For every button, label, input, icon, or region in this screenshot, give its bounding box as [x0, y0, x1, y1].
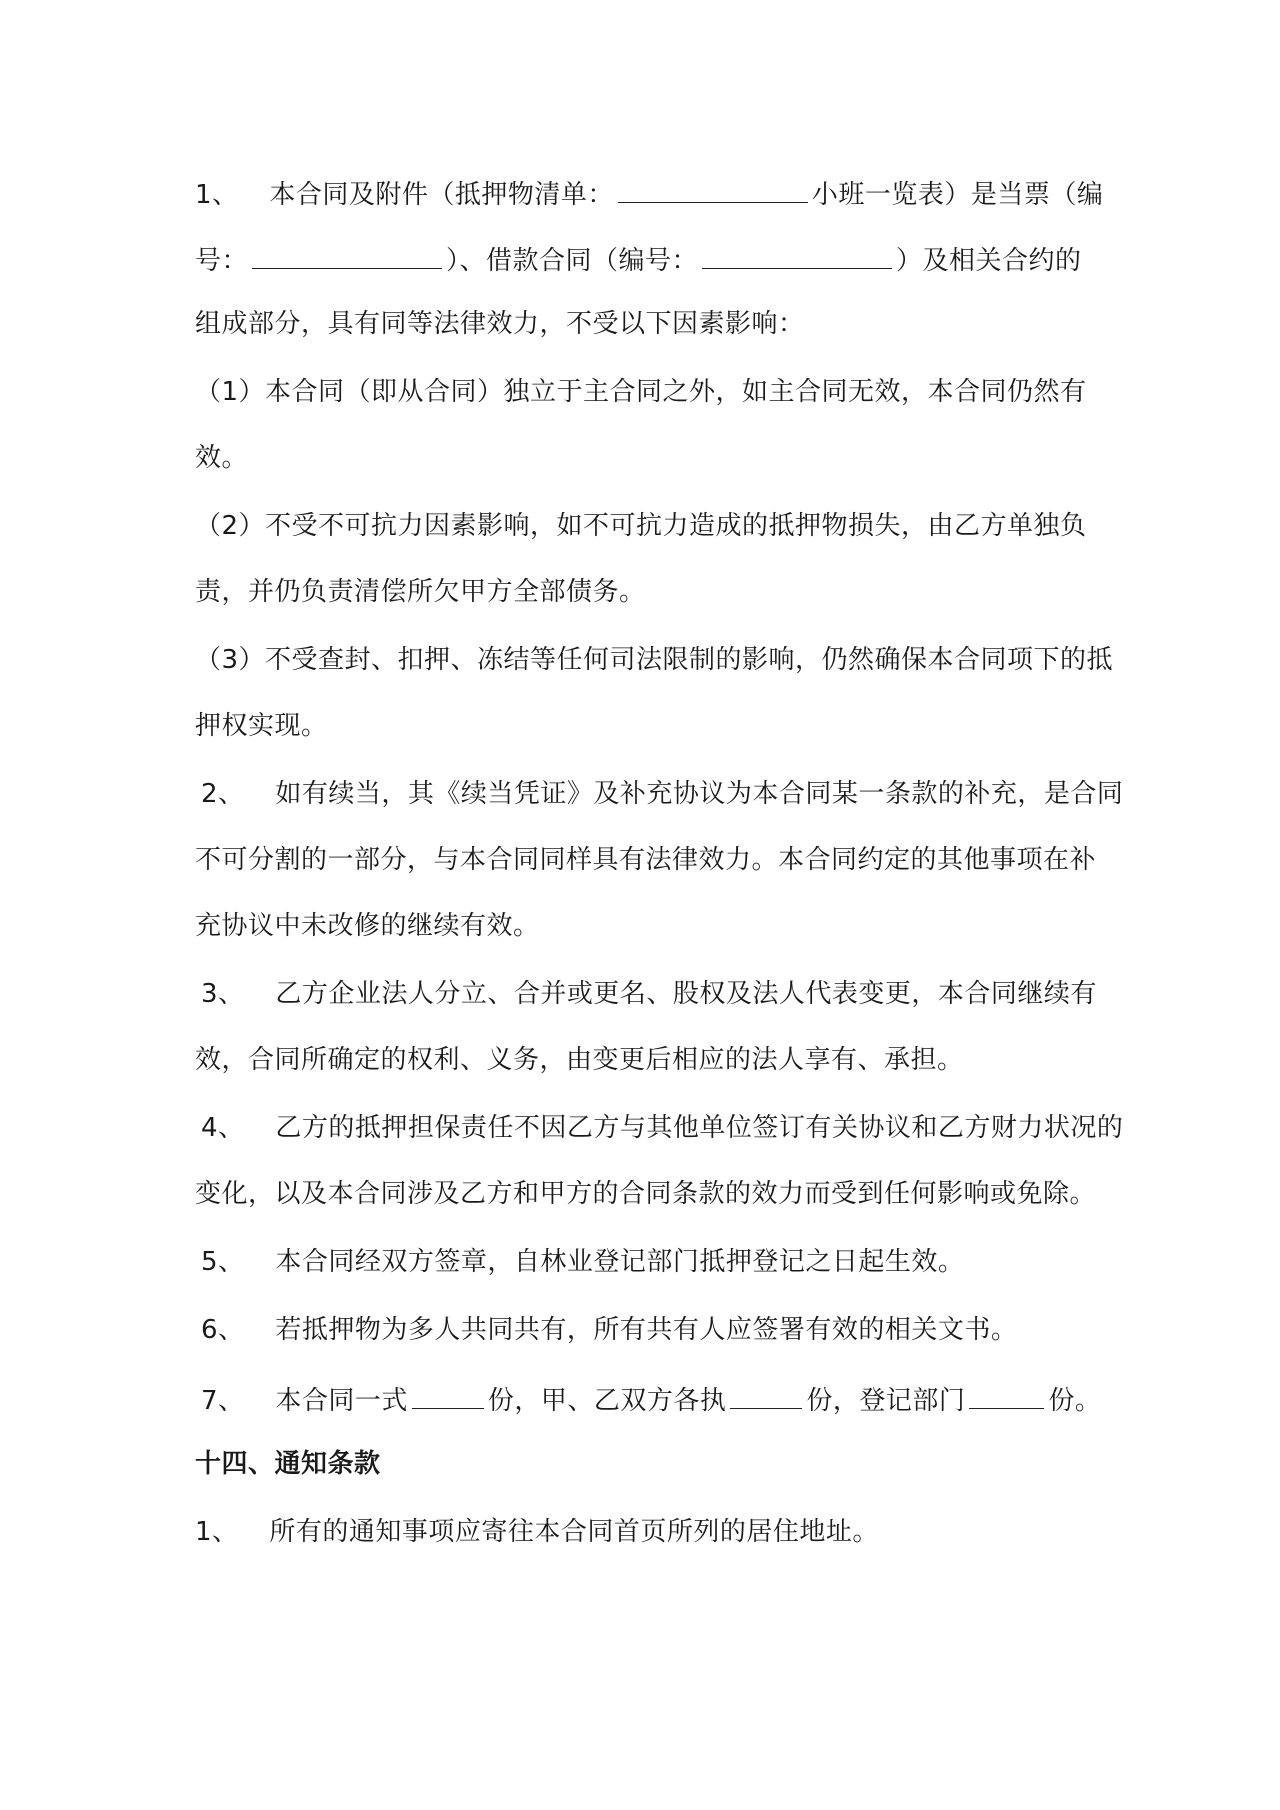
clause-text: 本合同一式 [275, 1386, 408, 1416]
clause-text: 小班一览表）是当票（编 [811, 180, 1104, 210]
sub-1-line-1 [195, 372, 1095, 412]
clause-2-line-1 [195, 774, 1124, 814]
blank-collateral-list[interactable] [618, 172, 808, 203]
clause-text: 如有续当，其《续当凭证》及补充协议为本合同某一条款的补充，是合同 [275, 779, 1124, 809]
clause-text: 效，合同所确定的权利、义务，由变更后相应的法人享有、承担。 [195, 1045, 964, 1075]
blank-loan-contract-number[interactable] [702, 238, 892, 269]
clause-text: 变化，以及本合同涉及乙方和甲方的合同条款的效力而受到任何影响或免除。 [195, 1179, 1097, 1209]
section-14-item-1 [195, 1512, 1095, 1552]
sub-2-line-2 [195, 572, 1095, 612]
blank-party-copies[interactable] [730, 1378, 802, 1409]
clause-text: 乙方的抵押担保责任不因乙方与其他单位签订有关协议和乙方财力状况的 [275, 1113, 1124, 1143]
clause-1-line-2 [195, 238, 1095, 278]
clause-text: 若抵押物为多人共同共有，所有共有人应签署有效的相关文书。 [275, 1315, 1018, 1345]
clause-text: 押权实现。 [195, 711, 328, 741]
clause-1-line-1 [195, 172, 1104, 212]
clause-6 [195, 1310, 1095, 1350]
clause-number: 5、 [201, 1247, 245, 1277]
clause-number: 4、 [201, 1113, 245, 1143]
blank-pawn-ticket-number[interactable] [252, 238, 442, 269]
clause-7 [195, 1378, 1102, 1418]
clause-3-line-2 [195, 1040, 1095, 1080]
clause-4-line-2 [195, 1174, 1095, 1214]
clause-text: 效。 [195, 443, 249, 473]
clause-number: 6、 [201, 1315, 245, 1345]
clause-text: ）、借款合同（编号： [446, 246, 699, 276]
clause-number: 2、 [201, 779, 245, 809]
sub-2-line-1 [195, 506, 1095, 546]
sub-3-line-1 [195, 640, 1114, 680]
clause-text: 份，登记部门 [806, 1386, 966, 1416]
clause-number: 7、 [201, 1386, 245, 1416]
clause-text: 本合同及附件（抵押物清单： [269, 180, 614, 210]
clause-text: （3）不受查封、扣押、冻结等任何司法限制的影响，仍然确保本合同项下的抵 [195, 645, 1114, 675]
clause-text: ）及相关合约的 [896, 246, 1082, 276]
clause-number: 1、 [195, 1517, 239, 1547]
clause-3-line-1 [195, 974, 1095, 1014]
blank-registry-copies[interactable] [969, 1378, 1044, 1409]
clause-text: 不可分割的一部分，与本合同同样具有法律效力。本合同约定的其他事项在补 [195, 845, 1097, 875]
clause-number: 3、 [201, 979, 245, 1009]
clause-text: 乙方企业法人分立、合并或更名、股权及法人代表变更，本合同继续有 [275, 979, 1097, 1009]
clause-text: （2）不受不可抗力因素影响，如不可抗力造成的抵押物损失，由乙方单独负 [195, 511, 1087, 541]
clause-text: 责，并仍负责清偿所欠甲方全部债务。 [195, 577, 646, 607]
clause-2-line-2 [195, 840, 1095, 880]
sub-3-line-2 [195, 706, 1095, 746]
clause-5 [195, 1242, 1095, 1282]
clause-text: 所有的通知事项应寄往本合同首页所列的居住地址。 [269, 1517, 879, 1547]
clause-text: 本合同经双方签章，自林业登记部门抵押登记之日起生效。 [275, 1247, 965, 1277]
clause-text: 份。 [1048, 1386, 1102, 1416]
clause-text: 号： [195, 246, 249, 276]
clause-1-line-3 [195, 304, 1095, 344]
clause-text: 组成部分，具有同等法律效力，不受以下因素影响： [195, 309, 805, 339]
clause-text: （1）本合同（即从合同）独立于主合同之外，如主合同无效，本合同仍然有 [195, 377, 1087, 407]
sub-1-line-2 [195, 438, 1095, 478]
clause-text: 充协议中未改修的继续有效。 [195, 911, 540, 941]
blank-total-copies[interactable] [412, 1378, 484, 1409]
clause-text: 份，甲、乙双方各执 [487, 1386, 727, 1416]
clause-number: 1、 [195, 180, 239, 210]
section-heading: 十四、通知条款 [195, 1449, 381, 1479]
clause-4-line-1 [195, 1108, 1124, 1148]
section-14-heading [195, 1444, 1095, 1484]
clause-2-line-3 [195, 906, 1095, 946]
